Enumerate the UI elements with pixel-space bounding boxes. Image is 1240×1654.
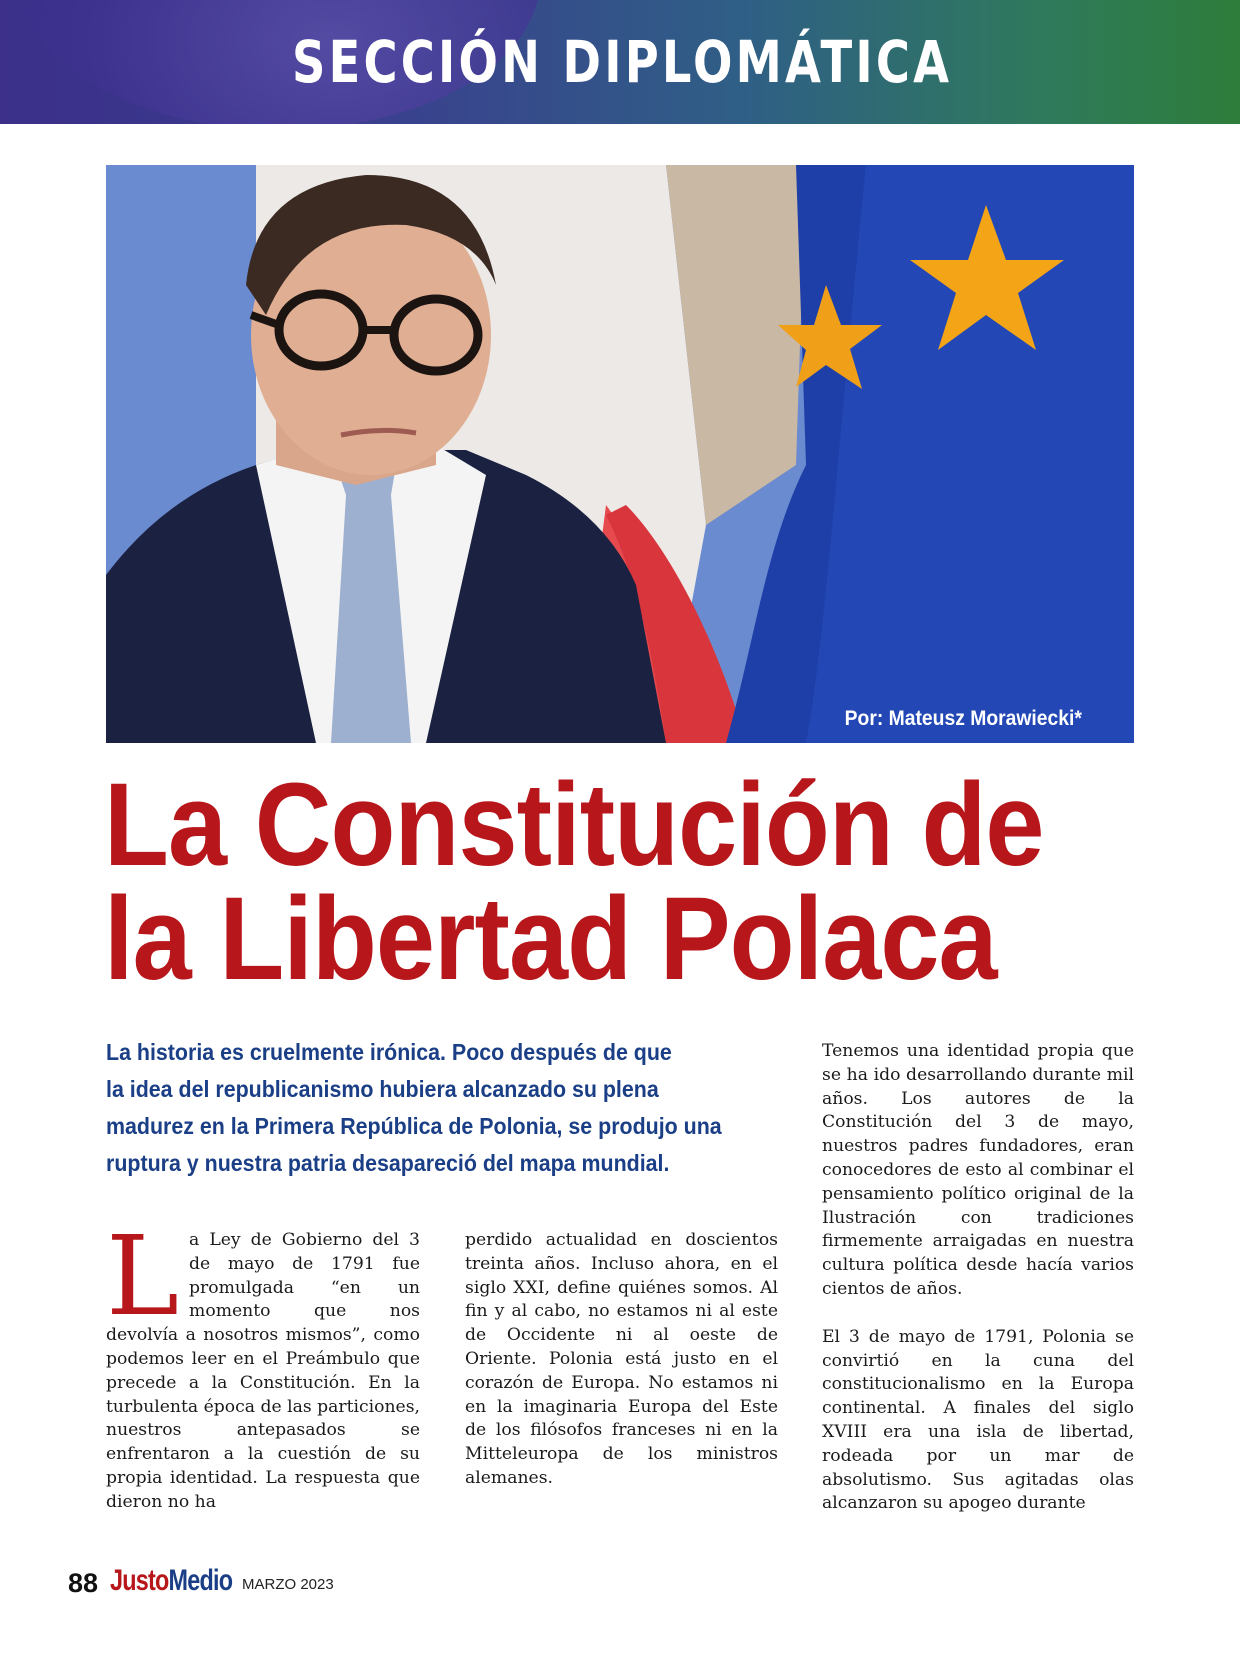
body-column-1 (106, 1212, 421, 1515)
logo-part-2: Medio (168, 1564, 233, 1597)
column-1-text: a Ley de Gobierno del 3 de mayo de 1791 fue promulgada “en un momento que nos devolvía a nosotros mismos”, como podemos leer en el Preámbulo que precede a la Constitución. En la turbulenta época de las particiones, nuestros antepasados se enfrentaron a la cuestión de su propia identidad. La respuesta que dieron no ha (106, 1230, 421, 1512)
lead-line: La historia es cruelmente irónica. Poco después de que (106, 1039, 672, 1065)
article-headline (104, 759, 1144, 1005)
hero-photo (106, 165, 1134, 743)
section-title: SECCIÓN DIPLOMÁTICA (292, 28, 953, 96)
headline-line-1: La Constitución de (104, 759, 1044, 891)
column-2-text: perdido actualidad en doscientos treinta años. Incluso ahora, en el siglo XXI, define quiénes somos. Al fin y al cabo, no estamos ni al este de Occidente ni al oeste de Oriente. Polonia está justo en el corazón de Europa. No estamos ni en la imaginaria Europa del Este de los filósofos franceses ni en la Mitteleuropa de los ministros alemanes. (465, 1230, 778, 1488)
lead-line: ruptura y nuestra patria desapareció del mapa mundial. (106, 1150, 670, 1176)
issue-date: MARZO 2023 (242, 1576, 334, 1593)
author-byline: Por: Mateusz Morawiecki* (844, 707, 1082, 730)
page-number: 88 (68, 1568, 99, 1598)
body-column-3 (822, 1040, 1134, 1516)
logo-part-1: Justo (110, 1564, 169, 1597)
section-banner (0, 0, 1240, 124)
headline-line-2: la Libertad Polaca (104, 873, 997, 1005)
magazine-logo (110, 1564, 232, 1598)
drop-cap: L (106, 1212, 180, 1340)
body-paragraph (106, 1212, 421, 1515)
body-column-2 (465, 1229, 778, 1491)
portrait-illustration (106, 165, 1134, 743)
lead-line: la idea del republicanismo hubiera alcanzado su plena (106, 1076, 659, 1102)
column-3-paragraph-2: El 3 de mayo de 1791, Polonia se convirtió en la cuna del constitucionalismo en la Europa continental. A finales del siglo XVIII era una isla de libertad, rodeada por un mar de absolutismo. Sus agitadas olas alcanzaron su apogeo durante (822, 1326, 1134, 1514)
column-3-paragraph-1: Tenemos una identidad propia que se ha ido desarrollando durante mil años. Los autores de la Constitución del 3 de mayo, nuestros padres fundadores, eran conocedores de esto al combinar el pensamiento político original de la Ilustración con tradiciones firmemente arraigadas en nuestra cultura política desde hacía varios cientos de años. (822, 1041, 1134, 1299)
article-lead (106, 1034, 796, 1182)
lead-line: madurez en la Primera República de Polonia, se produjo una (106, 1113, 722, 1139)
